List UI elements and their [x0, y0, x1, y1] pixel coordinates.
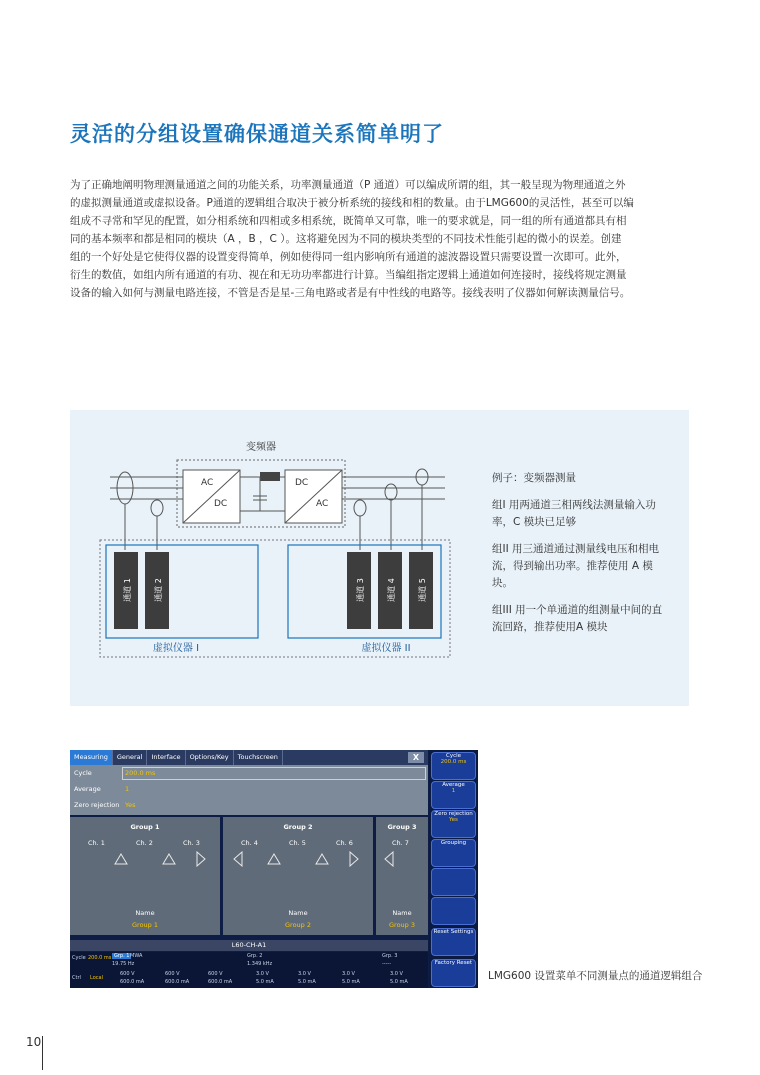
triangle-right-icon[interactable] [349, 851, 359, 867]
softkey-label: Reset Settings [433, 929, 474, 935]
channel-voltage: 600 V [208, 971, 223, 977]
channel-current: 600.0 mA [208, 979, 233, 985]
wiring-diagram [70, 410, 490, 706]
paragraph-line: 衍生的数值，如组内所有通道的有功、视在和无功功率都进行计算。当编组指定逻辑上通道如何连接时，接线将规定测量 [70, 269, 627, 281]
channel-label-5: 通道 5 [418, 578, 427, 602]
triangle-up-icon[interactable] [315, 853, 329, 865]
status-group-2: Grp. 2 [247, 953, 263, 959]
softkey-label: Grouping [440, 840, 467, 846]
setting-label: Zero rejection [74, 801, 120, 809]
current-sensor [151, 500, 163, 516]
status-group-1-freq: 19.75 Hz [112, 961, 135, 967]
setting-average[interactable] [70, 781, 428, 797]
softkey-blank[interactable] [431, 897, 476, 925]
channel-current: 5.0 mA [390, 979, 408, 985]
channel-current: 5.0 mA [342, 979, 360, 985]
channel-label: Ch. 1 [88, 839, 105, 847]
channel-voltage: 600 V [120, 971, 135, 977]
note-group-1: 组I 用两通道三相两线法测量输入功率，C 模块已足够 [492, 499, 656, 528]
triangle-left-icon[interactable] [384, 851, 394, 867]
setting-cycle[interactable] [70, 765, 428, 781]
status-group-3-freq: ----- [382, 961, 392, 967]
channel-label: Ch. 5 [289, 839, 306, 847]
softkey-blank[interactable] [431, 868, 476, 896]
inverter-label: 变频器 [246, 442, 276, 453]
softkey-column [429, 750, 478, 988]
cycle-input-box[interactable] [122, 767, 426, 780]
group-title: Group 2 [283, 823, 313, 831]
channel-label-3: 通道 3 [356, 578, 365, 602]
softkey-value: 1 [451, 788, 456, 794]
softkey-label: Average [442, 782, 465, 788]
status-bar [70, 952, 428, 988]
note-group-2: 组II 用三通道通过测量线电压和相电流，得到输出功率。推荐使用 A 模块。 [492, 543, 660, 589]
group-panels [70, 817, 428, 937]
channel-label-2: 通道 2 [154, 578, 163, 602]
status-group-3: Grp. 3 [382, 953, 398, 959]
softkey-cycle[interactable] [431, 752, 476, 780]
status-group-2-freq: 1.349 kHz [247, 961, 273, 967]
group-title: Group 3 [387, 823, 417, 831]
channel-label: Ch. 2 [136, 839, 153, 847]
softkey-reset-settings[interactable] [431, 928, 476, 956]
paragraph-line: 为了正确地阐明物理测量通道之间的功能关系，功率测量通道（P 通道）可以编成所谓的组，其一般呈现为物理通道之外 [70, 179, 626, 191]
channel-label: Ch. 6 [336, 839, 353, 847]
tab-measuring[interactable]: Measuring [70, 750, 113, 765]
paragraph-line: 设备的输入如何与测量电路连接，不管是否是星-三角电路或者是有中性线的电路等。接线表明了仪器如何解读测量信号。 [70, 287, 631, 299]
triangle-up-icon[interactable] [114, 853, 128, 865]
setting-value: 1 [125, 785, 130, 793]
status-ctrl-label: Ctrl [72, 975, 81, 981]
screenshot-caption: LMG600 设置菜单不同测量点的通道逻辑组合 [488, 970, 703, 982]
channel-voltage: 3.0 V [256, 971, 269, 977]
setting-label: Average [74, 785, 101, 793]
group-name-label: Name [135, 909, 155, 917]
group-title: Group 1 [130, 823, 160, 831]
converter1-ac: AC [201, 478, 214, 488]
channel-current: 600.0 mA [165, 979, 190, 985]
current-sensor [354, 500, 366, 516]
tab-touchscreen[interactable]: Touchscreen [234, 750, 283, 765]
tab-options-key[interactable]: Options/Key [186, 750, 234, 765]
group-name-value[interactable]: Group 1 [132, 921, 158, 929]
group-name-value[interactable]: Group 3 [389, 921, 415, 929]
softkey-average[interactable] [431, 781, 476, 809]
group-panel-1[interactable] [70, 817, 220, 935]
settings-tabs [70, 750, 428, 765]
setting-value: Yes [125, 801, 136, 809]
page-title: 灵活的分组设置确保通道关系简单明了 [70, 122, 444, 146]
settings-area [70, 765, 428, 815]
virtual-instrument-1-label: 虚拟仪器 I [152, 643, 200, 654]
group-name-value[interactable]: Group 2 [285, 921, 311, 929]
triangle-right-icon[interactable] [196, 851, 206, 867]
converter2-dc: DC [295, 478, 309, 488]
channel-label: Ch. 7 [392, 839, 409, 847]
status-group-1-mode: MWA [130, 953, 143, 959]
channel-label-4: 通道 4 [387, 578, 396, 602]
channel-voltage: 600 V [165, 971, 180, 977]
paragraph-line: 组的一个好处是它使得仪器的设置变得简单，例如使得同一组内影响所有通道的滤波器设置只需要设置一次即可。此外， [70, 251, 627, 263]
softkey-grouping[interactable] [431, 839, 476, 867]
softkey-zero-rejection[interactable] [431, 810, 476, 838]
channel-current: 5.0 mA [256, 979, 274, 985]
group-panel-3[interactable] [376, 817, 428, 935]
virtual-instrument-2-label: 虚拟仪器 II [361, 643, 411, 654]
channel-current: 600.0 mA [120, 979, 145, 985]
softkey-value: Yes [449, 817, 458, 823]
note-example: 例子：变频器测量 [492, 472, 576, 484]
triangle-left-icon[interactable] [233, 851, 243, 867]
group-name-label: Name [288, 909, 308, 917]
note-group-3: 组III 用一个单通道的组测量中间的直流回路，推荐使用A 模块 [492, 604, 663, 633]
softkey-label: Cycle [445, 753, 462, 759]
body-paragraph [70, 176, 690, 302]
dc-link-choke [260, 472, 280, 481]
channel-current: 5.0 mA [298, 979, 316, 985]
inverter-diagram-panel [70, 410, 689, 706]
channel-voltage: 3.0 V [342, 971, 355, 977]
page-number: 10 [26, 1035, 42, 1049]
tab-interface[interactable]: Interface [147, 750, 185, 765]
softkey-factory-reset[interactable] [431, 959, 476, 987]
paragraph-line: 同的基本频率和都是相同的模块（A ，B ，C ）。这将避免因为不同的模块类型的不同技术性能引起的微小的误差。创建 [70, 233, 622, 245]
group-name-label: Name [392, 909, 412, 917]
paragraph-line: 的虚拟测量通道或虚拟设备。P通道的逻辑组合取决于被分析系统的接线和相的数量。由于LMG600的灵活性，甚至可以编 [70, 197, 634, 209]
softkey-label: Factory Reset [434, 960, 473, 966]
setting-label: Cycle [74, 769, 92, 777]
channel-voltage: 3.0 V [298, 971, 311, 977]
current-sensor [385, 484, 397, 500]
softkey-label: Zero rejection [434, 811, 473, 817]
setting-value: 200.0 ms [125, 769, 156, 777]
status-local-value: Local [90, 975, 103, 981]
channel-label: Ch. 3 [183, 839, 200, 847]
channel-label-1: 通道 1 [123, 578, 132, 602]
status-cycle-value: 200.0 ms [88, 955, 112, 961]
setting-zero-rejection[interactable] [70, 797, 428, 813]
paragraph-line: 组成不寻常和罕见的配置，如分相系统和四相或多相系统，既简单又可靠，唯一的要求就是，同一组的所有通道都具有相 [70, 215, 627, 227]
channel-voltage: 3.0 V [390, 971, 403, 977]
channel-label: Ch. 4 [241, 839, 258, 847]
triangle-up-icon[interactable] [267, 853, 281, 865]
triangle-up-icon[interactable] [162, 853, 176, 865]
group-panel-2[interactable] [223, 817, 373, 935]
converter1-dc: DC [214, 499, 228, 509]
page-number-divider [42, 1036, 43, 1070]
diagram-notes [492, 470, 672, 646]
status-group-1: Grp. 1 [114, 953, 130, 959]
close-button[interactable]: X [408, 752, 424, 763]
instrument-screenshot [70, 750, 478, 988]
converter2-ac: AC [316, 499, 329, 509]
preset-name: L60-CH-A1 [70, 940, 428, 951]
softkey-value: 200.0 ms [440, 759, 467, 765]
tab-general[interactable]: General [113, 750, 148, 765]
status-cycle-label: Cycle [72, 955, 86, 961]
